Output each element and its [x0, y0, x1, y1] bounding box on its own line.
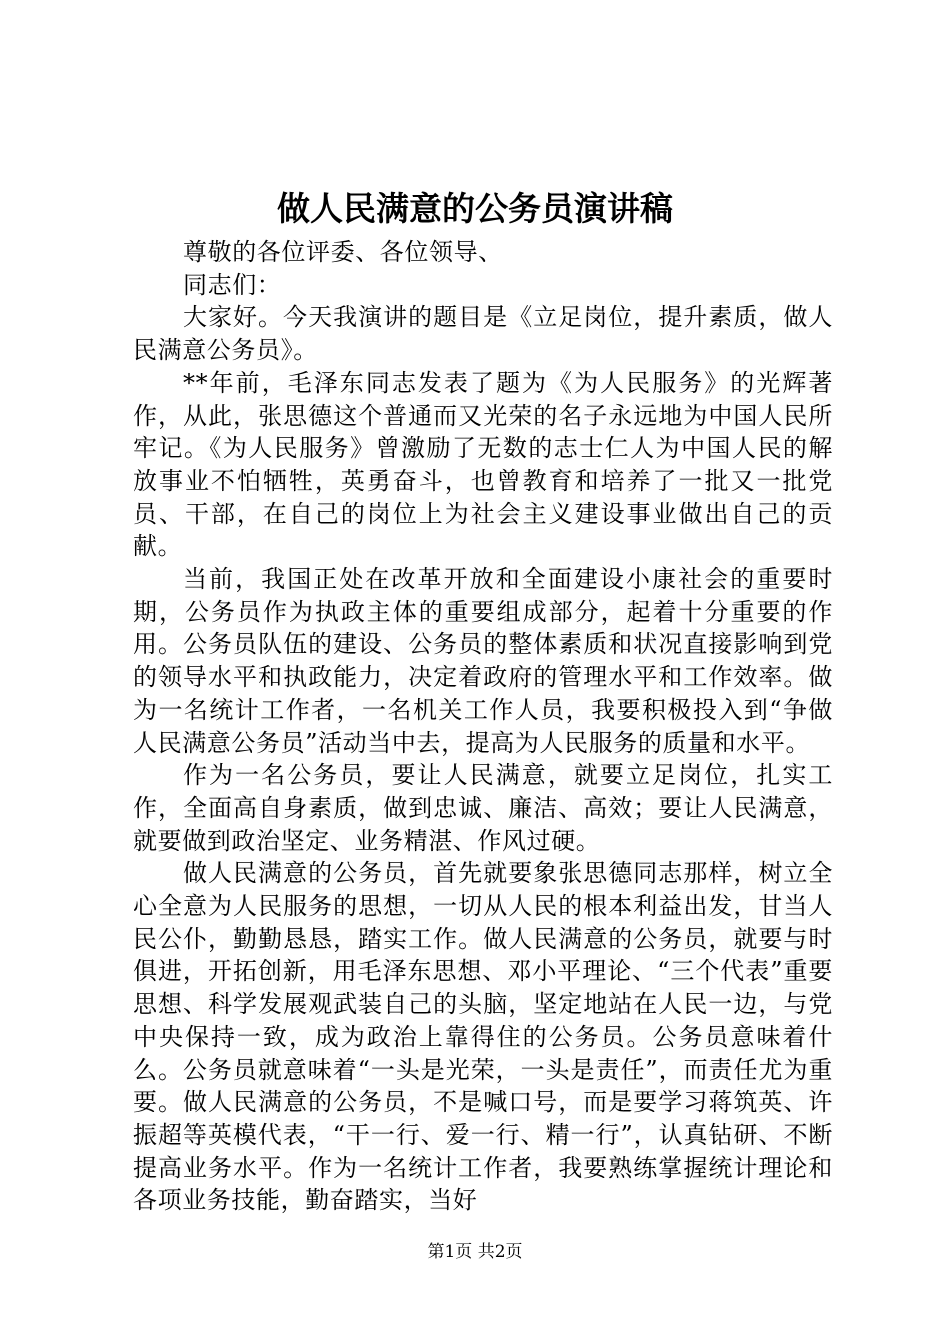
paragraph: 当前，我国正处在改革开放和全面建设小康社会的重要时期，公务员作为执政主体的重要组成部分，起着十分重要的作用。公务员队伍的建设、公务员的整体素质和状况直接影响到党的领导水平和执政能力，决定着政府的管理水平和工作效率。做为一名统计工作者，一名机关工作人员，我要积极投入到“争做人民满意公务员”活动当中去，提高为人民服务的质量和水平。 — [133, 565, 833, 757]
document-title: 做人民满意的公务员演讲稿 — [277, 189, 673, 228]
paragraph: 做人民满意的公务员，首先就要象张思德同志那样，树立全心全意为人民服务的思想，一切从人民的根本利益出发，甘当人民公仆，勤勤恳恳，踏实工作。做人民满意的公务员，就要与时俱进，开拓创新，用毛泽东思想、邓小平理论、“三个代表”重要思想、科学发展观武装自己的头脑，坚定地站在人民一边，与党中央保持一致，成为政治上靠得住的公务员。公务员意味着什么。公务员就意味着“一头是光荣，一头是责任”，而责任尤为重要。做人民满意的公务员，不是喊口号，而是要学习蒋筑英、许振超等英模代表，“干一行、爱一行、精一行”，认真钻研、不断提高业务水平。作为一名统计工作者，我要熟练掌握统计理论和各项业务技能，勤奋踏实，当好 — [133, 859, 833, 1215]
paragraph: 大家好。今天我演讲的题目是《立足岗位，提升素质，做人民满意公务员》。 — [133, 303, 833, 365]
paragraph: **年前，毛泽东同志发表了题为《为人民服务》的光辉著作，从此，张思德这个普通而又光荣的名子永远地为中国人民所牢记。《为人民服务》曾激励了无数的志士仁人为中国人民的解放事业不怕牺牲，英勇奋斗，也曾教育和培养了一批又一批党员、干部，在自己的岗位上为社会主义建设事业做出自己的贡献。 — [133, 368, 833, 561]
salutation-line-2: 同志们： — [183, 270, 282, 299]
page-footer: 第1页 共2页 — [427, 1242, 523, 1262]
paragraph: 作为一名公务员，要让人民满意，就要立足岗位，扎实工作，全面高自身素质，做到忠诚、廉洁、高效；要让人民满意，就要做到政治坚定、业务精湛、作风过硬。 — [133, 761, 833, 855]
document-body — [133, 236, 833, 1217]
salutation-line-1: 尊敬的各位评委、各位领导、 — [183, 238, 503, 266]
